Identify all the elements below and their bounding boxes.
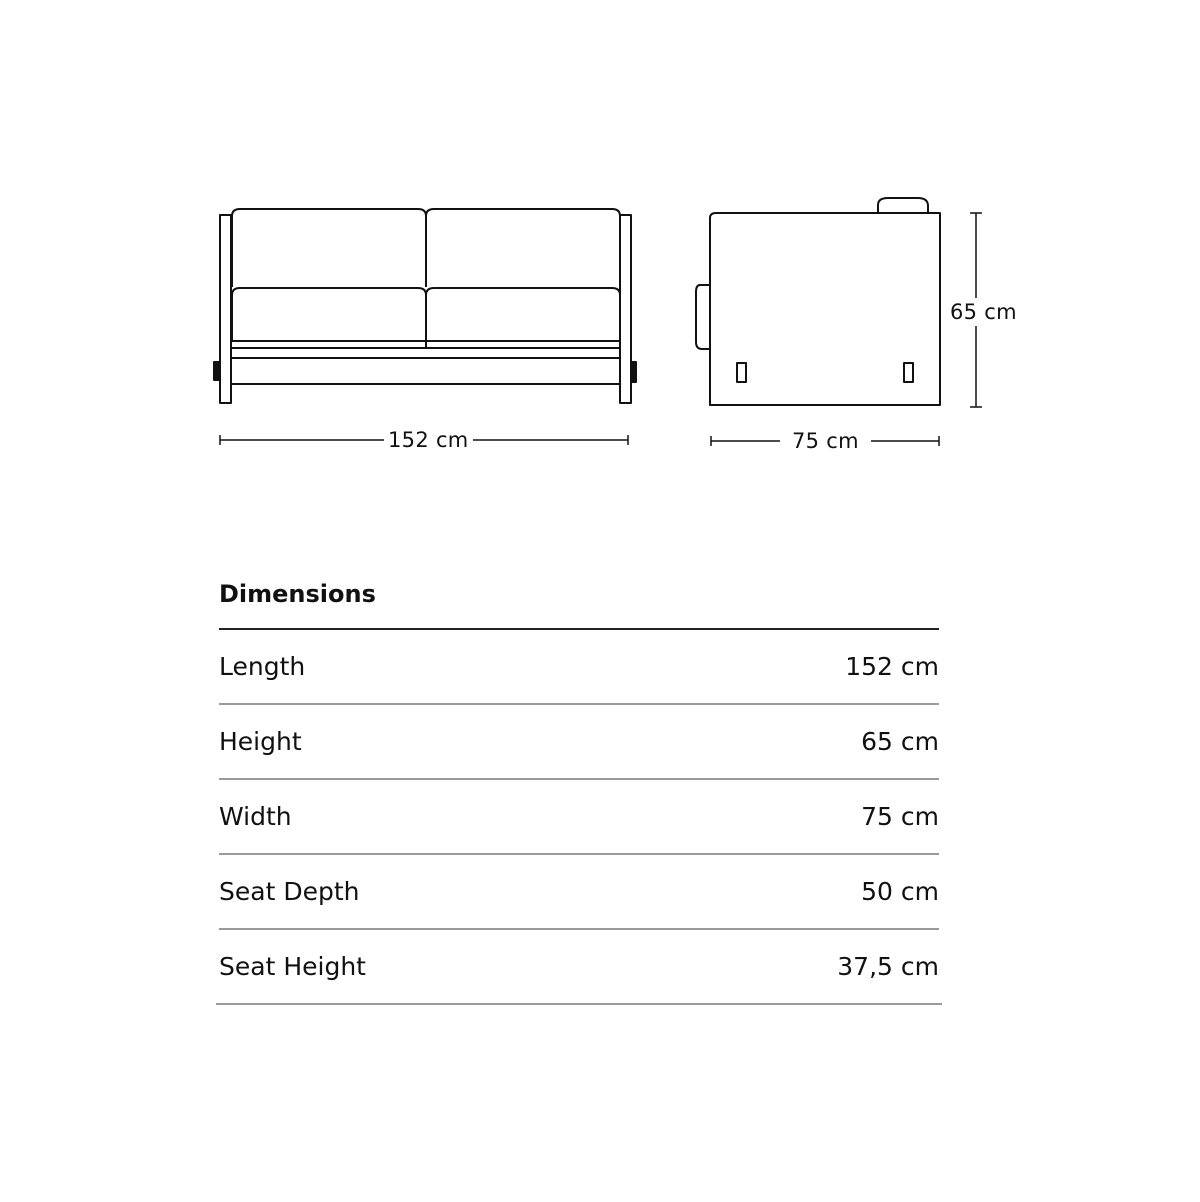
row-value-width: 75 cm	[861, 802, 939, 831]
table-title: Dimensions	[219, 580, 376, 608]
table-row	[216, 930, 942, 1005]
front-width-label: 152 cm	[384, 428, 473, 452]
sofa-drawing-svg	[0, 0, 1200, 520]
side-armrest	[696, 285, 710, 349]
dimensions-table	[219, 570, 939, 1005]
dimension-lines	[220, 213, 982, 446]
front-left-frame	[220, 215, 231, 403]
row-label-seat-height: Seat Height	[219, 952, 366, 981]
row-value-seat-depth: 50 cm	[861, 877, 939, 906]
row-value-length: 152 cm	[845, 652, 939, 681]
sofa-side-view	[696, 198, 940, 405]
row-label-width: Width	[219, 802, 292, 831]
side-headrest	[878, 198, 928, 213]
table-row	[219, 855, 939, 930]
seat-cushion-right	[426, 288, 620, 347]
table-row	[219, 780, 939, 855]
side-depth-label: 75 cm	[780, 429, 871, 453]
table-row	[219, 630, 939, 705]
sofa-technical-drawing	[0, 0, 1200, 520]
row-value-seat-height: 37,5 cm	[837, 952, 939, 981]
side-leg-front	[737, 363, 746, 382]
row-label-length: Length	[219, 652, 306, 681]
front-left-foot	[214, 362, 220, 380]
table-row	[219, 705, 939, 780]
back-cushion-right	[426, 209, 620, 287]
row-label-seat-depth: Seat Depth	[219, 877, 360, 906]
sofa-front-view	[214, 209, 636, 403]
row-value-height: 65 cm	[861, 727, 939, 756]
side-body	[710, 213, 940, 405]
front-right-frame	[620, 215, 631, 403]
seat-cushion-left	[232, 288, 426, 347]
front-right-foot	[631, 362, 636, 382]
side-leg-back	[904, 363, 913, 382]
back-cushion-left	[232, 209, 426, 287]
front-base-rail	[231, 358, 620, 384]
side-height-label: 65 cm	[946, 298, 1021, 326]
row-label-height: Height	[219, 727, 302, 756]
